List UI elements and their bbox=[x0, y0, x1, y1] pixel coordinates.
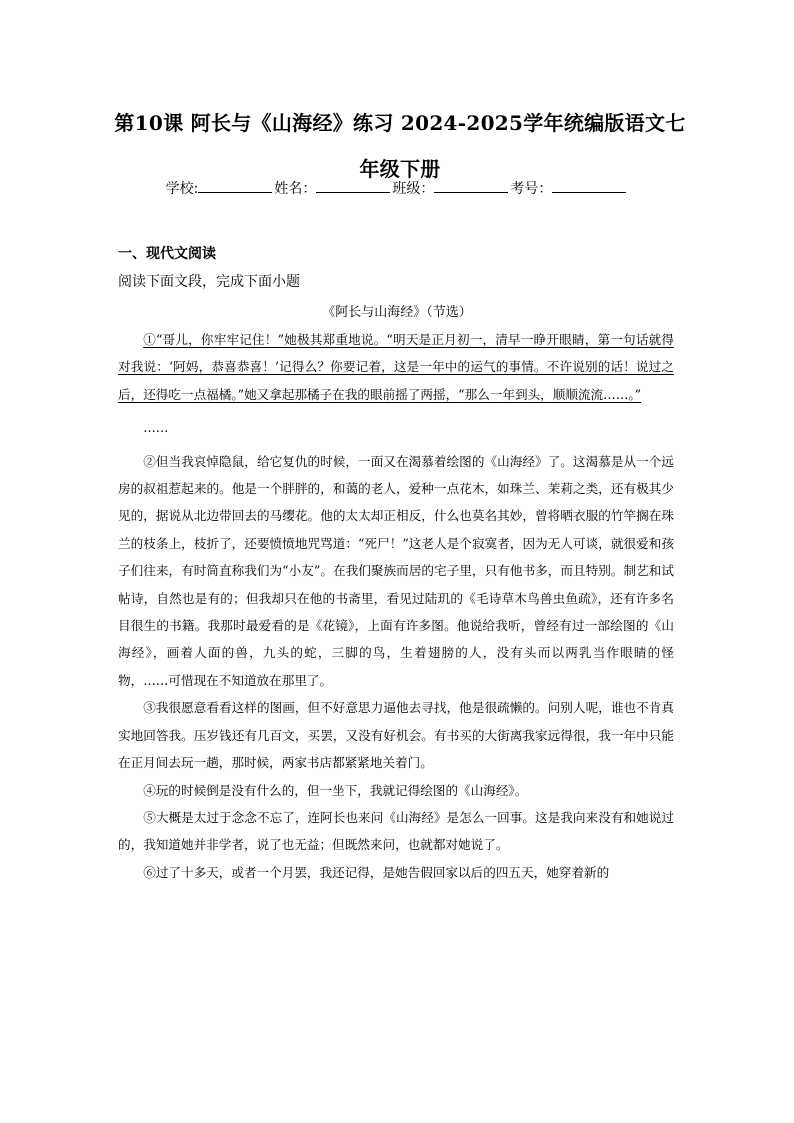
name-label: 姓名： bbox=[274, 181, 317, 197]
reading-instruction: 阅读下面文段，完成下面小题 bbox=[118, 274, 300, 290]
paragraph-3: ③我很愿意看看这样的图画，但不好意思力逼他去寻找，他是很疏懒的。问别人呢，谁也不肯真实地回答我。压岁钱还有几百文，买罢，又没有好机会。有书买的大街离我家远得很，我一年中只能在正月间去玩一趟，那时候，两家书店都紧紧地关着门。 bbox=[118, 700, 674, 771]
school-label: 学校: bbox=[165, 181, 199, 197]
paragraph-1: ①“哥儿，你牢牢记住！”她极其郑重地说。“明天是正月初一，清早一睁开眼睛，第一句话就得对我说：‘阿妈，恭喜恭喜！’记得么？你要记着，这是一年中的运气的事情。不许说别的话！说过之后，还得吃一点福橘。”她又拿起那橘子在我的眼前摇了两摇，“那么一年到头，顺顺流流……。” bbox=[118, 332, 674, 402]
name-field bbox=[274, 178, 392, 200]
student-info-row bbox=[0, 178, 794, 200]
exam-number-blank[interactable] bbox=[552, 178, 626, 193]
class-field bbox=[392, 178, 510, 200]
paragraph-4: ④玩的时候倒是没有什么的，但一坐下，我就记得绘图的《山海经》。 bbox=[143, 782, 528, 798]
passage-title: 《阿长与山海经》（节选） bbox=[322, 305, 472, 320]
passage-body bbox=[118, 326, 674, 886]
name-blank[interactable] bbox=[316, 178, 390, 193]
paragraph-5: ⑤大概是太过于念念不忘了，连阿长也来问《山海经》是怎么一回事。这是我向来没有和她说过的，我知道她并非学者，说了也无益；但既然来问，也就都对她说了。 bbox=[118, 809, 674, 853]
paragraph-2: ②但当我哀悼隐鼠，给它复仇的时候，一面又在渴慕着绘图的《山海经》了。这渴慕是从一个远房的叔祖惹起来的。他是一个胖胖的，和蔼的老人，爱种一点花木，如珠兰、茉莉之类，还有极其少见的，据说从北边带回去的马缨花。他的太太却正相反，什么也莫名其妙，曾将晒衣服的竹竿搁在珠兰的枝条上，枝折了，还要愤愤地咒骂道：“死尸！”这老人是个寂寞者，因为无人可谈，就很爱和孩子们往来，有时简直称我们为“小友”。在我们聚族而居的宅子里，只有他书多，而且特别。制艺和试帖诗，自然也是有的；但我却只在他的书斋里，看见过陆玑的《毛诗草木鸟兽虫鱼疏》，还有许多名目很生的书籍。我那时最爱看的是《花镜》，上面有许多图。他说给我听，曾经有过一部绘图的《山海经》，画着人面的兽，九头的蛇，三脚的鸟，生着翅膀的人，没有头而以两乳当作眼睛的怪物，……可惜现在不知道放在那里了。 bbox=[118, 453, 674, 688]
exam-number-label: 考号： bbox=[510, 181, 553, 197]
exam-number-field bbox=[510, 178, 628, 200]
school-field bbox=[166, 178, 275, 200]
class-blank[interactable] bbox=[434, 178, 508, 193]
paragraph-6: ⑥过了十多天，或者一个月罢，我还记得，是她告假回家以后的四五天，她穿着新的 bbox=[143, 864, 610, 880]
class-label: 班级： bbox=[392, 181, 435, 197]
document-title: 第10课 阿长与《山海经》练习 2024-2025学年统编版语文七年级下册 bbox=[114, 111, 686, 181]
ellipsis: …… bbox=[143, 420, 169, 436]
school-blank[interactable] bbox=[198, 178, 272, 193]
section-heading: 一、现代文阅读 bbox=[118, 246, 216, 262]
